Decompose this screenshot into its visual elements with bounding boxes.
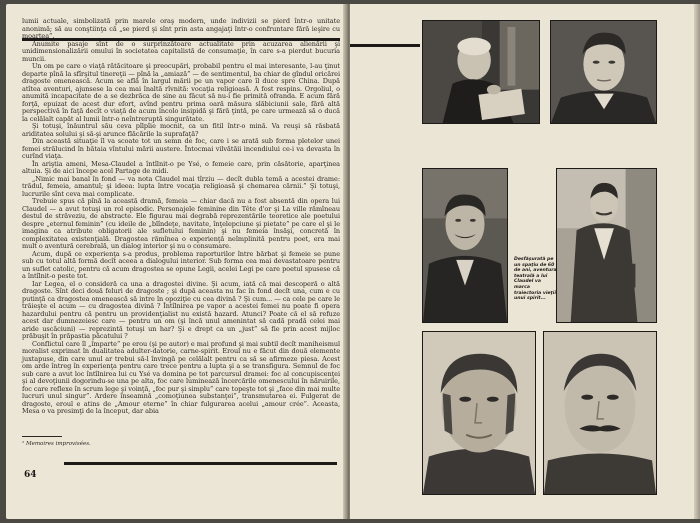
photo-man-sideburns-closeup [422, 331, 536, 495]
paragraph: În ariştia ameni, Mesa-Claudel a întîlnit-o pe Ysé, o femeie care, prin căsătorie, aparţinea altuia. Şi de aici începe acel Partage de midi. [22, 159, 340, 175]
paragraph: Anumite pasaje sînt de o surprinzătoare actualitate prin acuzarea alienării şi unidimensionalizării omului în societatea capitalistă de consumaţie, în care s-a pierdut bucuria muncii. [22, 39, 340, 63]
paragraph: Trebuie spus că pînă la această dramă, femeia — chiar dacă nu a fost absentă din opera lui Claudel — a avut totuşi un rol episodic. Personajele feminine din Tête d'or şi La ville rămîneau destul de străveziu, de abstracte. Ele figurau mai degrabă reprezentările teoretice ale poetului despre „eternul feminin” (cu ideile de „blîndeţe, navitate, înţelepciune şi pietate” pe care el şi le imagina ca atribute obligatorii ale sufletului feminin) şi nu femeia însăşi, concretă în complexitatea existenţială. Dragostea rămînea o experienţă neîmplinită pentru poet, era mai mult o aventură cerebrală, un dialog interior şi nu o consumare. [22, 197, 340, 250]
paragraph: lumii actuale, simbolizată prin marele oraş modern, unde indivizii se pierd într-o unitate anonimă; să au conştiinţa că „se pierd şi sînt prin asta angajaţi într-o confruntare fără ieşire cu moartea”. [22, 17, 340, 40]
photo-elderly-man-reading [422, 20, 540, 124]
photo-man-mustache-closeup [543, 331, 657, 495]
page-edge [694, 4, 700, 519]
paragraph: Din această situaţie îl va scoate tot un semn de foc, care i se arată sub forma pletelor unei femei strălucind în bătaia vîntului mării austere. Întocmai vilvătăii incendiului ce-i va devasta în curînd viaţa. [22, 137, 340, 160]
paragraph: Şi totuşi, înăuntrul său ceva pîlpîie mocnit, ca un fitil într-o mină. Va reuşi să răsbată ariditatea solului şi să-şi aruncе flăcările la suprafaţă? [22, 122, 340, 138]
bottom-rule [64, 462, 337, 465]
left-page [6, 4, 346, 519]
photo-man-standing-coat [556, 168, 657, 323]
footnote: ¹ Memoires improvisées. [22, 441, 91, 447]
photo-man-mustache-portrait [422, 168, 508, 323]
paragraph: Conflictul care îl „împarte” pe erou (şi pe autor) e mai profund şi mai subtil decît maniheismul moralist exprimat în dualitatea adulter-datorie, carne-spirit. Eroul nu e făcut din două elemente juxtapuse, din care unul ar trebui să-l învingă pe celălalt pentru ca să se afirmeze piesa. Acest om arde întreg în experienţa pentru care trece pentru a lupta şi a se transfigura. Semnul de foc sub care a avut loc întîlnirea lui cu Ysé va domina pe tot parcursul dramei: foc al concupiscenţei şi al devoţiunii dogorindu-se una pe alta, foc care luminează încercările omenescului în năruirile, foc care reflexe în scrum lege şi voinţă, „foc pur şi simplu” care topeşte tot şi „face din mai multe lucruri unul singur”. Ardere înseamnă „comoţiunea substanţei”, transmutarea ei. Fulgerat de dragoste, eroul e atins de „Amour eterne” în chiar fulgurarea acelui „amour crée”. Aceasta, Mesa o va presimţi de la început, dar abia [22, 339, 340, 415]
left-text-column [22, 18, 340, 416]
paragraph: Iar Legea, el o consideră ca una a dragostei divine. Şi acum, iată că mai descoperă o altă dragoste. Sînt deci două feluri de dragoste ; şi după aceasta nu fac în fond decît una, cum e cu putinţă ca dragostea omenească să intre în opoziţie cu cea divină ? Şi cum... — ca cele pe care le trăieşte el acum — cu dragostea divină ? Întîlnirea pe vapor a acestei femei nu poate fi opera hazardului pentru că pentru un providenţialist nu există hazard. Atunci? Poate că el să refuze acest dar dumnezeiesc care — pentru un om (şi încă unul amenintat să cadă pradă celei mai aride uscăciuni) — reprezintă totuşi un har? Şi e drept ca un „just” să fie prin acest mijloc prăbuşit în prăpastia păcatului ? [22, 279, 340, 340]
paragraph: „Nimic mai banal în fond — va nota Claudel mai tîrziu — decît dubla temă a acestei drame: trădul, femeia, amantul; şi ideea: lupta între vocaţia religioasă şi chemarea cărnii.” Şi totuşi, lucrurile sînt ceva mai complicate. [22, 174, 340, 198]
page-number: 64 [24, 470, 37, 480]
photo-caption: Desfăşurată pe un spaţiu de 60 de ani, aventura teatrală a lui Claudel va marca traiectoria vieţii unui spirit... [514, 257, 557, 302]
photo-young-man-portrait [550, 20, 657, 124]
paragraph: Un om pe care o viaţă rătăcitoare şi preocupări, probabil pentru el mai interesante, l-au ţinut departe pînă la sfîrşitul tinereţii — pînă la „amiază” — de sentimentul, ba chiar de gîndul oricărei dragoste omenească. Acum se află în largul mării pe un vapor care îl duce spre China. După atîtea aventuri, ajunsese la cea mai înaltă rîvnită: vocaţia religioasă. A fost respins. Orgoliul, o anumită incapacitate de a se dezbrăca de sine au făcut să nu-i fie primită ofranda. E acum fără forţă, epuizat de acest dur efort, avînd pentru prima oară măsura slăbiciunii sale, fără altă perspectivă în faţă decît o viaţă de acum încolo insipidă şi fără ţintă, pe care urmează să o ducă la celălalt capăt al lumii într-o neîntreruptă singurătate. [22, 62, 340, 123]
top-rule [350, 44, 420, 47]
paragraph: Acum, după ce experienţa s-a produs, problema raporturilor între bărbat şi femeie se pune sub cu totul altă formă decît aceea a dialogului interior. Sub forma cea mai devastatoare pentru un suflet catolic, pentru că acum dragostea se opune Legii, acelei Legi pe care poetul spusese că a întîlnit-o peste tot. [22, 249, 340, 280]
footnote-rule [22, 436, 62, 437]
